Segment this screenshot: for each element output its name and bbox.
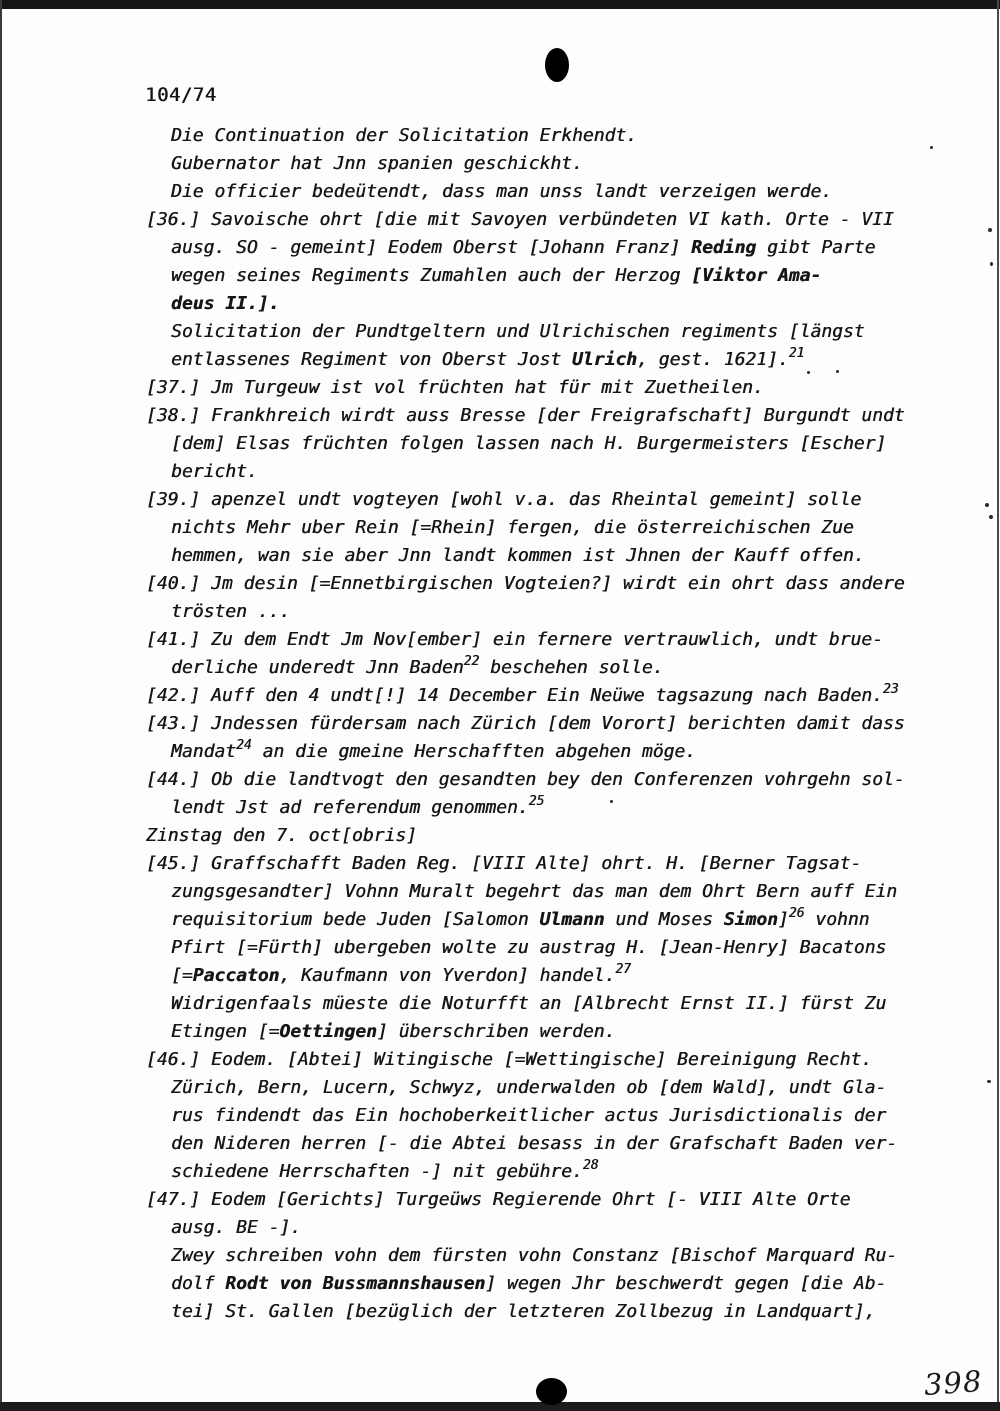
text-segment: den Nideren herren [- die Abtei besass in der Grafschaft Baden ver- [171, 1133, 898, 1154]
text-segment: trösten ... [171, 601, 291, 622]
text-line [146, 1242, 976, 1270]
scan-edge-top [0, 0, 1000, 9]
text-line [146, 486, 976, 514]
footnote-ref: 21 [788, 346, 805, 361]
scan-speck [985, 503, 989, 507]
text-line [146, 766, 976, 794]
text-segment: Oettingen [279, 1021, 377, 1042]
text-segment: hemmen, wan sie aber Jnn landt kommen ist Jhnen der Kauff offen. [171, 545, 865, 566]
text-line [146, 710, 976, 738]
text-segment: nichts Mehr uber Rein [=Rhein] fergen, die österreichischen Zue [171, 517, 854, 538]
text-line [146, 290, 976, 318]
text-line [146, 318, 976, 346]
text-segment: [dem] Elsas früchten folgen lassen nach H. Burgermeisters [Escher] [171, 433, 887, 454]
text-segment: [42.] Auff den 4 undt[!] 14 December Ein Neüwe tagsazung nach Baden. [146, 685, 883, 706]
text-line [146, 1130, 976, 1158]
text-segment: und Moses [604, 909, 724, 930]
text-segment: Ulrich [571, 349, 637, 370]
text-segment: an die gmeine Herschafften abgehen möge. [251, 741, 697, 762]
text-line [146, 542, 976, 570]
text-segment: [Viktor Ama- [691, 265, 822, 286]
text-line [146, 206, 976, 234]
text-segment: [46.] Eodem. [Abtei] Witingische [=Wettingische] Bereinigung Recht. [146, 1049, 873, 1070]
text-segment: [41.] Zu dem Endt Jm Nov[ember] ein fernere vertrauwlich, undt brue- [146, 629, 883, 650]
text-line [146, 150, 976, 178]
text-segment: schiedene Herrschaften -] nit gebühre. [171, 1161, 583, 1182]
text-segment: ] wegen Jhr beschwerdt gegen [die Ab- [485, 1273, 887, 1294]
text-segment: [44.] Ob die landtvogt den gesandten bey den Conferenzen vohrgehn sol- [146, 769, 905, 790]
scan-speck [988, 228, 992, 232]
text-segment: ausg. SO - gemeint] Eodem Oberst [Johann Franz] [171, 237, 692, 258]
text-segment: vohnn [804, 909, 870, 930]
text-segment: Die officier bedeütendt, dass man unss landt verzeigen werde. [171, 181, 833, 202]
text-segment: ] [777, 909, 789, 930]
text-segment: beschehen solle. [479, 657, 664, 678]
text-segment: tei] St. Gallen [bezüglich der letzteren Zollbezug in Landquart], [171, 1301, 876, 1322]
text-segment: entlassenes Regiment von Oberst Jost [171, 349, 572, 370]
punch-hole-dot-bottom [536, 1378, 567, 1405]
text-line [146, 178, 976, 206]
text-segment: , gest. 1621]. [637, 349, 789, 370]
text-segment: Gubernator hat Jnn spanien geschickht. [171, 153, 583, 174]
footnote-ref: 23 [882, 682, 899, 697]
text-segment: deus II.]. [171, 293, 280, 314]
text-segment: [43.] Jndessen fürdersam nach Zürich [dem Vorort] berichten damit dass [146, 713, 905, 734]
text-segment: dolf [171, 1273, 226, 1294]
text-line [146, 1018, 976, 1046]
text-line [146, 374, 976, 402]
scan-speck [989, 515, 993, 519]
text-segment: [39.] apenzel undt vogteyen [wohl v.a. das Rheintal gemeint] solle [146, 489, 862, 510]
text-segment: Zwey schreiben vohn dem fürsten vohn Constanz [Bischof Marquard Ru- [171, 1245, 898, 1266]
text-segment: Paccaton [192, 965, 280, 986]
text-line [146, 822, 976, 850]
text-line [146, 682, 976, 710]
text-line [146, 514, 976, 542]
text-segment: [37.] Jm Turgeuw ist vol früchten hat für mit Zuetheilen. [146, 377, 764, 398]
text-line [146, 1298, 976, 1326]
text-segment: Die Continuation der Solicitation Erkhendt. [171, 125, 637, 146]
footnote-ref: 22 [463, 654, 480, 669]
text-segment: ] überschriben werden. [376, 1021, 616, 1042]
text-segment: derliche underedt Jnn Baden [171, 657, 464, 678]
text-segment: rus findendt das Ein hochoberkeitlicher actus Jurisdictionalis der [171, 1105, 887, 1126]
scan-edge-left [0, 0, 2, 1411]
text-line [146, 1270, 976, 1298]
text-segment: Zürich, Bern, Lucern, Schwyz, underwalden ob [dem Wald], undt Gla- [171, 1077, 887, 1098]
text-segment: lendt Jst ad referendum genommen. [171, 797, 529, 818]
text-line [146, 1102, 976, 1130]
text-line [146, 122, 976, 150]
text-segment: Zinstag den 7. oct[obris] [146, 825, 417, 846]
text-line [146, 1074, 976, 1102]
text-line [146, 934, 976, 962]
text-line [146, 1158, 976, 1186]
footnote-ref: 28 [582, 1158, 599, 1173]
text-segment: zungsgesandter] Vohnn Muralt begehrt das man dem Ohrt Bern auff Ein [171, 881, 898, 902]
text-line [146, 794, 976, 822]
punch-hole-dot-top [545, 48, 569, 82]
text-segment: Solicitation der Pundtgeltern und Ulrichischen regiments [längst [171, 321, 865, 342]
text-segment: [= [171, 965, 193, 986]
text-segment: wegen seines Regiments Zumahlen auch der Herzog [171, 265, 692, 286]
text-line [146, 626, 976, 654]
scan-speck [930, 146, 933, 149]
text-segment: requisitorium bede Juden [Salomon [171, 909, 540, 930]
text-line [146, 1046, 976, 1074]
text-segment: Reding [691, 237, 757, 258]
scan-speck [987, 1080, 991, 1083]
footnote-ref: 25 [528, 794, 545, 809]
text-line [146, 1186, 976, 1214]
scan-edge-right [997, 0, 999, 1411]
text-segment: Rodt von Bussmannshausen [225, 1273, 486, 1294]
text-segment: [47.] Eodem [Gerichts] Turgeüws Regierende Ohrt [- VIII Alte Orte [146, 1189, 851, 1210]
text-line [146, 654, 976, 682]
text-line [146, 458, 976, 486]
text-segment: ausg. BE -]. [171, 1217, 302, 1238]
scan-speck [807, 371, 810, 374]
text-line [146, 234, 976, 262]
text-line [146, 906, 976, 934]
footnote-ref: 27 [615, 962, 631, 977]
text-segment: Etingen [= [171, 1021, 280, 1042]
text-line [146, 962, 976, 990]
text-segment: [38.] Frankhreich wirdt auss Bresse [der Freigrafschaft] Burgundt undt [146, 405, 905, 426]
text-line [146, 878, 976, 906]
text-line [146, 598, 976, 626]
text-segment: [36.] Savoische ohrt [die mit Savoyen verbündeten VI kath. Orte - VII [146, 209, 894, 230]
handwritten-folio-number: 398 [922, 1364, 984, 1402]
text-line [146, 570, 976, 598]
page-number: 104/74 [145, 84, 217, 106]
text-segment: [40.] Jm desin [=Ennetbirgischen Vogteien?] wirdt ein ohrt dass andere [146, 573, 905, 594]
text-segment: Mandat [171, 741, 237, 762]
text-segment: [45.] Graffschafft Baden Reg. [VIII Alte] ohrt. H. [Berner Tagsat- [146, 853, 862, 874]
text-line [146, 262, 976, 290]
text-segment: , Kaufmann von Yverdon] handel. [279, 965, 616, 986]
text-segment: bericht. [171, 461, 258, 482]
text-segment: gibt Parte [756, 237, 876, 258]
text-segment: Pfirt [=Fürth] ubergeben wolte zu austrag H. [Jean-Henry] Bacatons [171, 937, 887, 958]
text-line [146, 738, 976, 766]
scan-edge-bottom [0, 1402, 1000, 1411]
scan-speck [610, 800, 613, 803]
footnote-ref: 26 [788, 906, 805, 921]
text-line [146, 990, 976, 1018]
text-segment: Ulmann [539, 909, 605, 930]
scan-speck [990, 262, 993, 266]
text-block [146, 122, 976, 1326]
text-segment: Simon [723, 909, 778, 930]
text-line [146, 430, 976, 458]
text-line [146, 850, 976, 878]
text-line [146, 346, 976, 374]
text-segment: Widrigenfaals müeste die Noturfft an [Albrecht Ernst II.] fürst Zu [171, 993, 887, 1014]
scan-speck [836, 370, 839, 373]
text-line [146, 1214, 976, 1242]
text-line [146, 402, 976, 430]
footnote-ref: 24 [236, 738, 252, 753]
